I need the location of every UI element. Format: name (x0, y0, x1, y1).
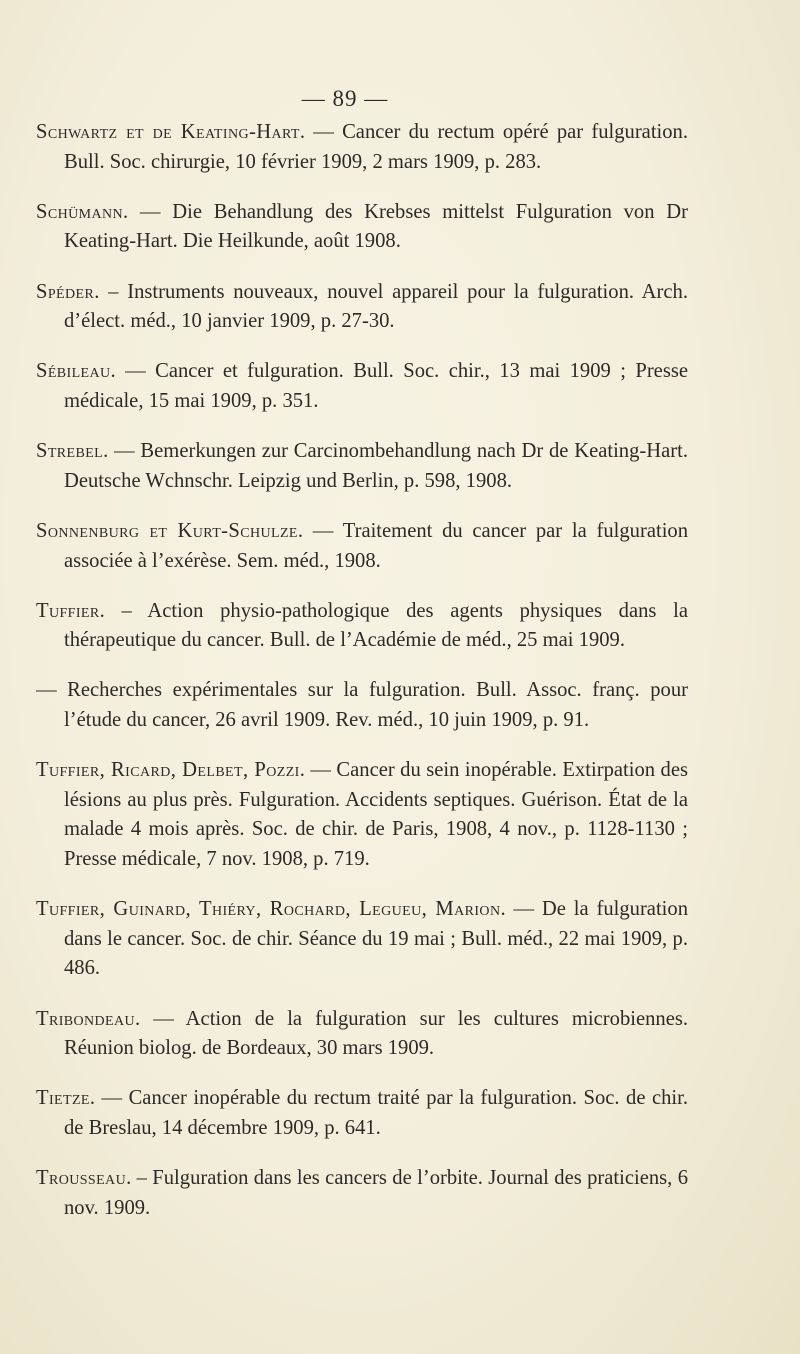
entry-author: Tuffier, Guinard, Thiéry, Rochard, Legueu, Marion (36, 898, 501, 921)
entry-text: . — Cancer du rectum opéré par fulguration. Bull. Soc. chirurgie, 10 février 1909, 2 mars 1909, p. 283. (64, 121, 689, 173)
bibliography-entry (36, 1005, 688, 1064)
bibliography-entry (36, 756, 688, 874)
entry-author: Tuffier, Ricard, Delbet, Pozzi (36, 759, 300, 782)
entry-text: . – Instruments nouveaux, nouvel appareil pour la fulguration. Arch. d’élect. méd., 10 janvier 1909, p. 27-30. (64, 280, 688, 333)
entry-text: . — Cancer inopérable du rectum traité par la fulguration. Soc. de chir. de Breslau, 14 décembre 1909, p. 641. (64, 1087, 688, 1139)
entry-text: — Recherches expérimentales sur la fulguration. Bull. Assoc. franç. pour l’étude du cancer, 26 avril 1909. Rev. méd., 10 juin 1909, p. 91. (36, 679, 688, 732)
bibliography-entry (36, 198, 688, 257)
entry-text: . — Traitement du cancer par la fulguration associée à l’exérèse. Sem. méd., 1908. (64, 519, 689, 572)
entry-author: Sébileau (36, 360, 111, 383)
bibliography-entry-continuation (36, 676, 688, 735)
page-number: — 89 — (301, 86, 389, 111)
bibliography-entry (36, 517, 688, 576)
entry-author: Schwartz et de Keating-Hart (36, 121, 300, 143)
bibliography-list (36, 118, 688, 1236)
entry-author: Sonnenburg et Kurt-Schulze (36, 519, 298, 542)
entry-text: . — De la fulguration dans le cancer. Soc. de chir. Séance du 19 mai ; Bull. méd., 22 mai 1909, p. 486. (64, 898, 688, 980)
entry-text: . — Die Behandlung des Krebses mittelst Fulguration von Dr Keating-Hart. Die Heilkunde, août 1908. (64, 200, 688, 253)
bibliography-entry (36, 278, 688, 337)
entry-text: . – Action physio-pathologique des agents physiques dans la thérapeutique du cancer. Bull. de l’Académie de méd., 25 mai 1909. (64, 599, 688, 652)
bibliography-entry (36, 437, 688, 496)
entry-text: . — Cancer et fulguration. Bull. Soc. chir., 13 mai 1909 ; Presse médicale, 15 mai 1909, p. 351. (64, 360, 688, 412)
entry-text: . — Cancer du sein inopérable. Extirpation des lésions au plus près. Fulguration. Accidents septiques. Guérison. État de la malade 4 mois après. Soc. de chir. de Paris, 1908, 4 nov., p. 1128-1130 ; Presse médicale, 7 nov. 1908, p. 719. (64, 759, 688, 871)
entry-author: Spéder (36, 280, 95, 303)
bibliography-entry (36, 1164, 688, 1223)
entry-text: . — Action de la fulguration sur les cultures microbiennes. Réunion biolog. de Bordeaux, 30 mars 1909. (64, 1007, 688, 1060)
entry-author: Strebel (36, 440, 104, 463)
entry-author: Tribondeau (36, 1007, 136, 1030)
entry-text: . – Fulguration dans les cancers de l’orbite. Journal des praticiens, 6 nov. 1909. (64, 1167, 688, 1219)
entry-text: . — Bemerkungen zur Carcinombehandlung nach Dr de Keating-Hart. Deutsche Wchnschr. Leipzig und Berlin, p. 598, 1908. (64, 440, 688, 492)
bibliography-entry (36, 895, 688, 984)
bibliography-entry (36, 597, 688, 656)
bibliography-entry (36, 357, 688, 416)
entry-author: Trousseau (36, 1167, 127, 1190)
entry-author: Tuffier (36, 599, 100, 622)
bibliography-entry (36, 118, 688, 177)
entry-author: Tietze (36, 1087, 90, 1110)
bibliography-entry (36, 1084, 688, 1143)
entry-author: Schümann (36, 200, 123, 223)
